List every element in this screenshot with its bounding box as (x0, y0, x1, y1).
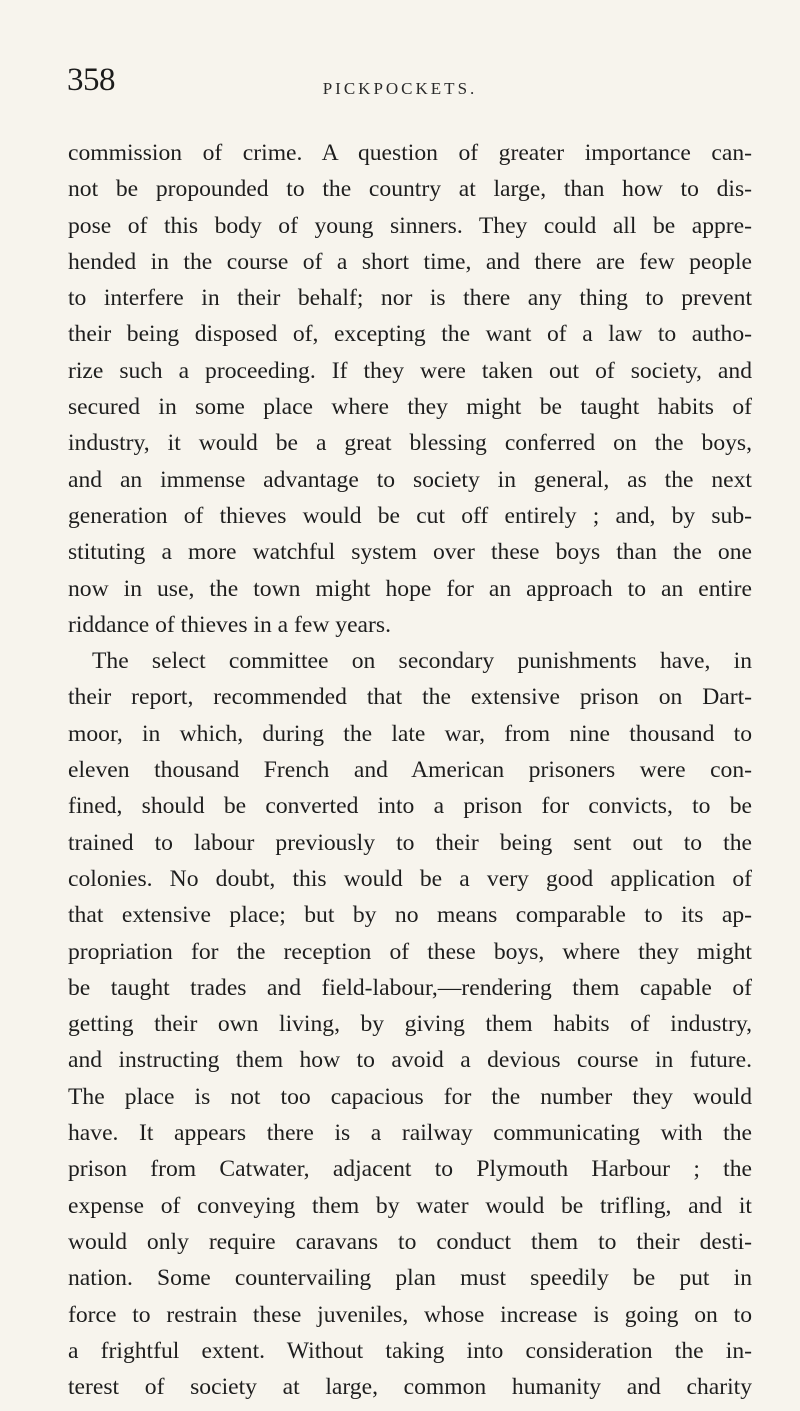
text-line: trained to labour previously to their being sent out to the (68, 829, 752, 856)
text-line: The place is not too capacious for the number they would (68, 1083, 752, 1110)
text-line: nation. Some countervailing plan must speedily be put in (68, 1265, 752, 1292)
text-line: fined, should be converted into a prison for convicts, to be (68, 793, 752, 820)
text-line: have. It appears there is a railway communicating with the (68, 1120, 752, 1147)
text-line: and an immense advantage to society in general, as the next (68, 466, 752, 493)
text-line: commission of crime. A question of greater importance can- (68, 140, 752, 166)
text-line: colonies. No doubt, this would be a very good application of (68, 865, 752, 892)
text-line: secured in some place where they might be taught habits of (68, 394, 752, 421)
text-line: force to restrain these juveniles, whose increase is going on to (68, 1301, 752, 1328)
text-line: rize such a proceeding. If they were taken out of society, and (68, 357, 752, 384)
running-head: PICKPOCKETS. (322, 79, 478, 98)
text-line: not be propounded to the country at large, than how to dis- (68, 176, 752, 203)
body-text (68, 135, 752, 1405)
text-line: The select committee on secondary punishments have, in (92, 648, 752, 675)
text-line: to interfere in their behalf; nor is there any thing to prevent (68, 285, 752, 312)
text-line: be taught trades and field-labour,—rendering them capable of (68, 974, 752, 1001)
text-line: their report, recommended that the extensive prison on Dart- (68, 684, 752, 711)
text-line: moor, in which, during the late war, from nine thousand to (68, 720, 752, 747)
text-line: terest of society at large, common humanity and charity (68, 1374, 752, 1401)
text-line: riddance of thieves in a few years. (68, 611, 391, 638)
text-line: expense of conveying them by water would be trifling, and it (68, 1192, 752, 1219)
text-line: eleven thousand French and American prisoners were con- (68, 757, 752, 784)
text-line: and instructing them how to avoid a devious course in future. (68, 1047, 752, 1074)
text-line: propriation for the reception of these boys, where they might (68, 938, 752, 965)
text-line: a frightful extent. Without taking into consideration the in- (68, 1337, 752, 1364)
text-line: their being disposed of, excepting the want of a law to autho- (68, 321, 752, 348)
text-line: would only require caravans to conduct them to their desti- (68, 1228, 752, 1255)
text-line: that extensive place; but by no means comparable to its ap- (68, 902, 752, 929)
page-number: 358 (67, 62, 115, 98)
text-line: getting their own living, by giving them habits of industry, (68, 1011, 752, 1038)
text-line: generation of thieves would be cut off entirely ; and, by sub- (68, 502, 752, 529)
text-line: stituting a more watchful system over these boys than the one (68, 539, 752, 566)
text-line: industry, it would be a great blessing conferred on the boys, (68, 430, 752, 457)
text-line: now in use, the town might hope for an approach to an entire (68, 575, 752, 602)
text-line: prison from Catwater, adjacent to Plymouth Harbour ; the (68, 1156, 752, 1183)
text-line: pose of this body of young sinners. They could all be appre- (68, 212, 752, 239)
text-line: hended in the course of a short time, and there are few people (68, 248, 752, 275)
